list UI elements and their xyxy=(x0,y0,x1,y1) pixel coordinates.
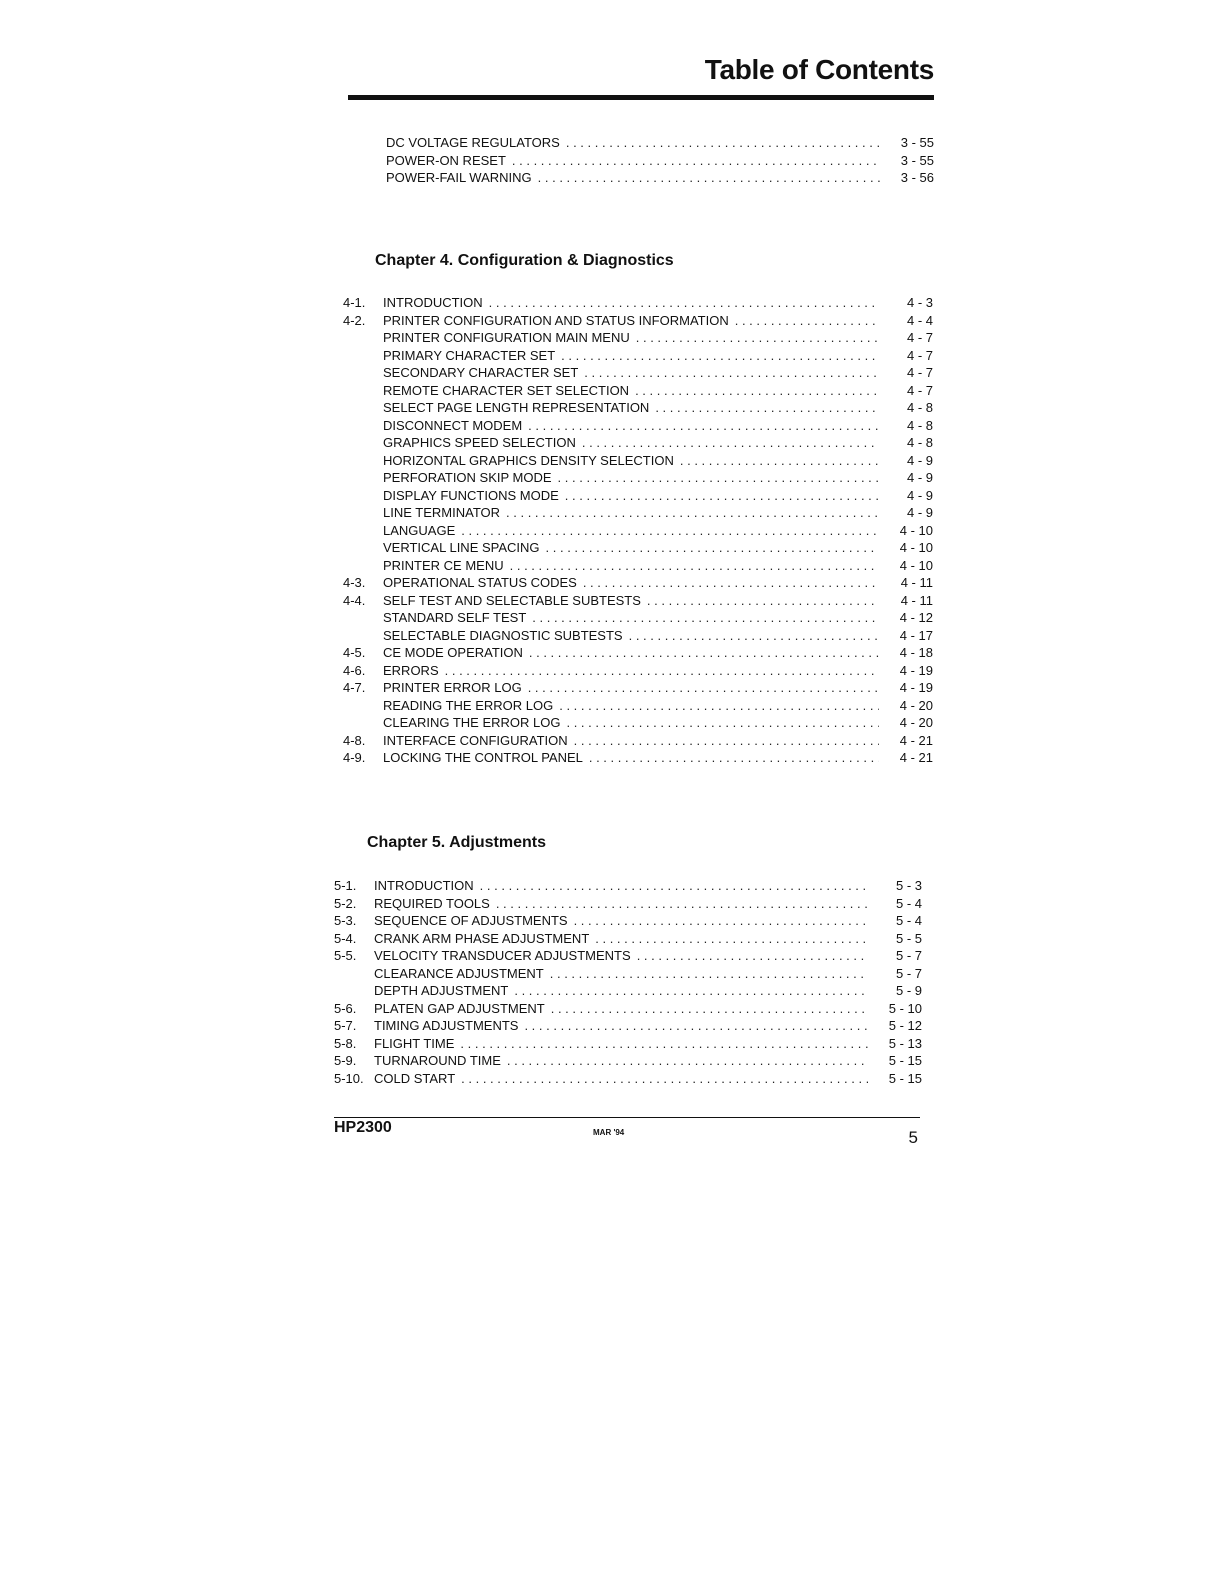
toc-entry-number: 5-4. xyxy=(334,930,357,946)
toc-entry-title: TIMING ADJUSTMENTS xyxy=(374,1018,519,1033)
toc-entry-title: INTRODUCTION xyxy=(374,878,474,893)
toc-entry-number: 5-10. xyxy=(334,1070,364,1086)
toc-entry-page: 4 - 8 xyxy=(906,400,933,415)
toc-entry-page: 5 - 15 xyxy=(888,1070,922,1086)
toc-entry xyxy=(334,982,922,1000)
toc-dot-leader xyxy=(506,504,879,522)
toc-entry-title: VELOCITY TRANSDUCER ADJUSTMENTS xyxy=(374,948,631,963)
toc-entry-page: 4 - 10 xyxy=(899,557,933,573)
toc-entry xyxy=(343,592,933,610)
toc-dot-leader xyxy=(647,592,879,610)
toc-dot-leader xyxy=(538,169,880,187)
toc-entry-page: 4 - 8 xyxy=(906,417,933,433)
toc-entry-title: READING THE ERROR LOG xyxy=(383,697,554,713)
toc-entry-page: 3 - 55 xyxy=(900,152,934,168)
toc-entry-page: 4 - 7 xyxy=(906,382,933,398)
toc-entry-title: CE MODE OPERATION xyxy=(383,645,523,660)
toc-entry xyxy=(334,895,922,913)
toc-entry-page: 5 - 4 xyxy=(895,913,922,928)
toc-entry-title: INTERFACE CONFIGURATION xyxy=(383,732,568,748)
toc-entry xyxy=(343,609,933,627)
toc-dot-leader xyxy=(532,609,879,627)
toc-dot-leader xyxy=(559,697,879,715)
toc-entry-page: 4 - 20 xyxy=(899,697,933,713)
toc-entry-number: 5-1. xyxy=(334,878,357,893)
toc-entry-page: 5 - 12 xyxy=(888,1018,922,1033)
toc-entry-page: 4 - 11 xyxy=(900,575,933,590)
toc-entry-title: DISPLAY FUNCTIONS MODE xyxy=(383,487,559,503)
toc-entry-page: 5 - 13 xyxy=(888,1035,922,1051)
toc-entry xyxy=(334,947,922,965)
toc-entry-title: INTRODUCTION xyxy=(383,295,483,310)
toc-entry-page: 4 - 12 xyxy=(899,610,933,625)
toc-dot-leader xyxy=(635,382,879,400)
toc-entry-number: 5-9. xyxy=(334,1053,357,1068)
toc-entry xyxy=(343,364,933,382)
toc-entry-title: REQUIRED TOOLS xyxy=(374,895,490,911)
toc-entry-number: 5-6. xyxy=(334,1000,357,1016)
toc-dot-leader xyxy=(655,399,879,417)
toc-entry-page: 4 - 11 xyxy=(900,592,933,608)
toc-entry-number: 5-3. xyxy=(334,913,357,928)
toc-dot-leader xyxy=(460,1035,868,1053)
toc-dot-leader xyxy=(510,557,879,575)
toc-entry-title: COLD START xyxy=(374,1070,456,1086)
toc-entry xyxy=(343,522,933,540)
page-title: Table of Contents xyxy=(704,54,934,85)
toc-entry-number: 4-4. xyxy=(343,592,366,608)
toc-dot-leader xyxy=(496,895,868,913)
footer-rule xyxy=(334,1117,920,1118)
toc-entry-number: 4-5. xyxy=(343,645,366,660)
toc-entry-page: 4 - 10 xyxy=(899,540,933,555)
toc-entry-title: GRAPHICS SPEED SELECTION xyxy=(383,435,576,450)
toc-entry xyxy=(343,679,933,697)
toc-entry-title: POWER-ON RESET xyxy=(386,152,506,168)
toc-entry xyxy=(343,382,933,400)
toc-dot-leader xyxy=(566,714,879,732)
toc-dot-leader xyxy=(582,434,879,452)
toc-entry-page: 4 - 7 xyxy=(906,365,933,380)
toc-dot-leader xyxy=(528,679,879,697)
toc-dot-leader xyxy=(574,732,879,750)
toc-dot-leader xyxy=(566,134,880,152)
toc-entry xyxy=(343,574,933,592)
toc-entry-page: 5 - 10 xyxy=(888,1000,922,1016)
toc-entry-page: 4 - 7 xyxy=(906,330,933,345)
toc-dot-leader xyxy=(561,347,879,365)
toc-entry xyxy=(343,732,933,750)
toc-entry-title: CLEARING THE ERROR LOG xyxy=(383,715,561,730)
toc-entry-title: OPERATIONAL STATUS CODES xyxy=(383,575,577,590)
toc-entry-number: 4-2. xyxy=(343,312,366,328)
toc-entry xyxy=(346,134,934,152)
toc-entry-page: 4 - 8 xyxy=(906,435,933,450)
toc-dot-leader xyxy=(512,152,880,170)
toc-entry xyxy=(334,877,922,895)
toc-dot-leader xyxy=(636,329,879,347)
toc-entry xyxy=(334,1070,922,1088)
toc-dot-leader xyxy=(583,574,879,592)
toc-dot-leader xyxy=(565,487,879,505)
toc-entry-page: 4 - 10 xyxy=(899,522,933,538)
toc-entry xyxy=(334,1000,922,1018)
toc-dot-leader xyxy=(629,627,879,645)
toc-entry-page: 5 - 15 xyxy=(888,1053,922,1068)
toc-entry-title: SEQUENCE OF ADJUSTMENTS xyxy=(374,913,568,928)
toc-entry-page: 5 - 3 xyxy=(895,878,922,893)
toc-entry-title: SELECT PAGE LENGTH REPRESENTATION xyxy=(383,400,650,415)
title-rule xyxy=(348,95,934,100)
toc-entry-title: VERTICAL LINE SPACING xyxy=(383,540,540,555)
toc-entry-title: PRIMARY CHARACTER SET xyxy=(383,347,556,363)
toc-entry-page: 3 - 56 xyxy=(900,170,934,185)
toc-entry xyxy=(343,749,933,767)
toc-entry xyxy=(343,294,933,312)
toc-dot-leader xyxy=(507,1052,868,1070)
toc-entry-page: 5 - 7 xyxy=(895,965,922,981)
toc-entry-title: PRINTER CONFIGURATION MAIN MENU xyxy=(383,330,630,345)
toc-entry xyxy=(343,469,933,487)
toc-dot-leader xyxy=(546,539,879,557)
chapter-4-entries xyxy=(343,294,933,767)
toc-dot-leader xyxy=(514,982,868,1000)
toc-entry-title: TURNAROUND TIME xyxy=(374,1053,501,1068)
toc-entry xyxy=(343,312,933,330)
toc-entry-number: 5-2. xyxy=(334,895,357,911)
toc-entry-page: 4 - 19 xyxy=(899,680,933,695)
toc-entry xyxy=(334,1035,922,1053)
toc-dot-leader xyxy=(680,452,879,470)
chapter-4-heading: Chapter 4. Configuration & Diagnostics xyxy=(375,252,674,269)
toc-dot-leader xyxy=(551,1000,868,1018)
toc-entry-page: 3 - 55 xyxy=(900,135,934,150)
toc-entry-title: ERRORS xyxy=(383,662,439,678)
footer-page-number: 5 xyxy=(908,1128,918,1147)
toc-entry-page: 4 - 21 xyxy=(899,732,933,748)
toc-entry-page: 4 - 9 xyxy=(906,470,933,485)
toc-entry-number: 5-7. xyxy=(334,1018,357,1033)
toc-entry xyxy=(334,912,922,930)
toc-dot-leader xyxy=(589,749,879,767)
toc-entry xyxy=(343,399,933,417)
toc-entry xyxy=(343,504,933,522)
toc-entry-title: PERFORATION SKIP MODE xyxy=(383,470,552,485)
toc-entry-title: PRINTER CE MENU xyxy=(383,557,504,573)
toc-entry-page: 4 - 17 xyxy=(899,627,933,643)
toc-entry-title: SECONDARY CHARACTER SET xyxy=(383,365,579,380)
toc-entry-title: STANDARD SELF TEST xyxy=(383,610,527,625)
toc-entry xyxy=(343,644,933,662)
toc-entry-title: LANGUAGE xyxy=(383,522,456,538)
toc-entry-number: 4-6. xyxy=(343,662,366,678)
toc-dot-leader xyxy=(584,364,879,382)
toc-entry xyxy=(343,347,933,365)
toc-entry xyxy=(334,1017,922,1035)
toc-dot-leader xyxy=(558,469,879,487)
toc-entry-page: 4 - 20 xyxy=(899,715,933,730)
footer-model: HP2300 xyxy=(334,1119,392,1136)
toc-entry-page: 4 - 7 xyxy=(906,347,933,363)
toc-entry-number: 4-3. xyxy=(343,575,366,590)
toc-dot-leader xyxy=(489,294,879,312)
toc-dot-leader xyxy=(550,965,868,983)
toc-entry xyxy=(343,539,933,557)
toc-entry xyxy=(343,487,933,505)
toc-entry-title: PRINTER CONFIGURATION AND STATUS INFORMATION xyxy=(383,312,729,328)
toc-entry-number: 5-5. xyxy=(334,948,357,963)
toc-entry-page: 5 - 9 xyxy=(895,983,922,998)
toc-entry-page: 4 - 21 xyxy=(899,750,933,765)
toc-entry-title: SELECTABLE DIAGNOSTIC SUBTESTS xyxy=(383,627,623,643)
toc-entry-page: 4 - 19 xyxy=(899,662,933,678)
toc-dot-leader xyxy=(574,912,868,930)
toc-entry-title: POWER-FAIL WARNING xyxy=(386,170,532,185)
toc-entry-number: 4-8. xyxy=(343,732,366,748)
toc-entry xyxy=(343,662,933,680)
toc-dot-leader xyxy=(445,662,879,680)
toc-entry-page: 5 - 7 xyxy=(895,948,922,963)
toc-entry xyxy=(343,434,933,452)
toc-entry-title: LINE TERMINATOR xyxy=(383,505,501,520)
toc-entry-page: 5 - 5 xyxy=(895,930,922,946)
toc-entry-page: 4 - 18 xyxy=(899,645,933,660)
toc-entry-title: DISCONNECT MODEM xyxy=(383,417,523,433)
toc-dot-leader xyxy=(529,644,879,662)
toc-entry-page: 4 - 9 xyxy=(906,505,933,520)
toc-entry xyxy=(334,965,922,983)
toc-entry xyxy=(343,557,933,575)
toc-entry-page: 4 - 3 xyxy=(906,295,933,310)
toc-entry-title: HORIZONTAL GRAPHICS DENSITY SELECTION xyxy=(383,452,674,468)
toc-entry-title: PLATEN GAP ADJUSTMENT xyxy=(374,1000,545,1016)
toc-entry xyxy=(343,452,933,470)
toc-dot-leader xyxy=(595,930,868,948)
toc-entry-page: 4 - 9 xyxy=(906,487,933,503)
chapter-5-entries xyxy=(334,877,922,1087)
toc-dot-leader xyxy=(528,417,879,435)
toc-dot-leader xyxy=(480,877,868,895)
toc-entry-title: PRINTER ERROR LOG xyxy=(383,680,522,695)
toc-entry-page: 4 - 9 xyxy=(906,452,933,468)
toc-entry xyxy=(346,169,934,187)
toc-entry xyxy=(343,417,933,435)
toc-entry-page: 5 - 4 xyxy=(895,895,922,911)
toc-dot-leader xyxy=(637,947,868,965)
toc-entry-number: 4-7. xyxy=(343,680,366,695)
toc-dot-leader xyxy=(524,1017,868,1035)
toc-entry-title: FLIGHT TIME xyxy=(374,1035,455,1051)
toc-entry-title: DEPTH ADJUSTMENT xyxy=(374,983,509,998)
chapter-5-heading: Chapter 5. Adjustments xyxy=(367,834,546,851)
toc-entry xyxy=(334,930,922,948)
toc-entry-title: SELF TEST AND SELECTABLE SUBTESTS xyxy=(383,592,641,608)
toc-dot-leader xyxy=(735,312,879,330)
intro-entries xyxy=(346,134,934,187)
toc-dot-leader xyxy=(461,522,879,540)
toc-entry-title: CRANK ARM PHASE ADJUSTMENT xyxy=(374,930,590,946)
footer-date: MAR '94 xyxy=(593,1128,625,1137)
toc-entry-title: LOCKING THE CONTROL PANEL xyxy=(383,750,583,765)
toc-entry-title: REMOTE CHARACTER SET SELECTION xyxy=(383,382,630,398)
toc-entry xyxy=(346,152,934,170)
toc-entry-number: 4-9. xyxy=(343,750,366,765)
toc-entry-title: CLEARANCE ADJUSTMENT xyxy=(374,965,544,981)
toc-entry-number: 5-8. xyxy=(334,1035,357,1051)
toc-entry-number: 4-1. xyxy=(343,295,366,310)
toc-entry-title: DC VOLTAGE REGULATORS xyxy=(386,135,560,150)
toc-entry xyxy=(343,627,933,645)
toc-entry-page: 4 - 4 xyxy=(906,312,933,328)
toc-entry xyxy=(334,1052,922,1070)
toc-entry xyxy=(343,697,933,715)
toc-entry xyxy=(343,714,933,732)
toc-dot-leader xyxy=(461,1070,868,1088)
toc-entry xyxy=(343,329,933,347)
